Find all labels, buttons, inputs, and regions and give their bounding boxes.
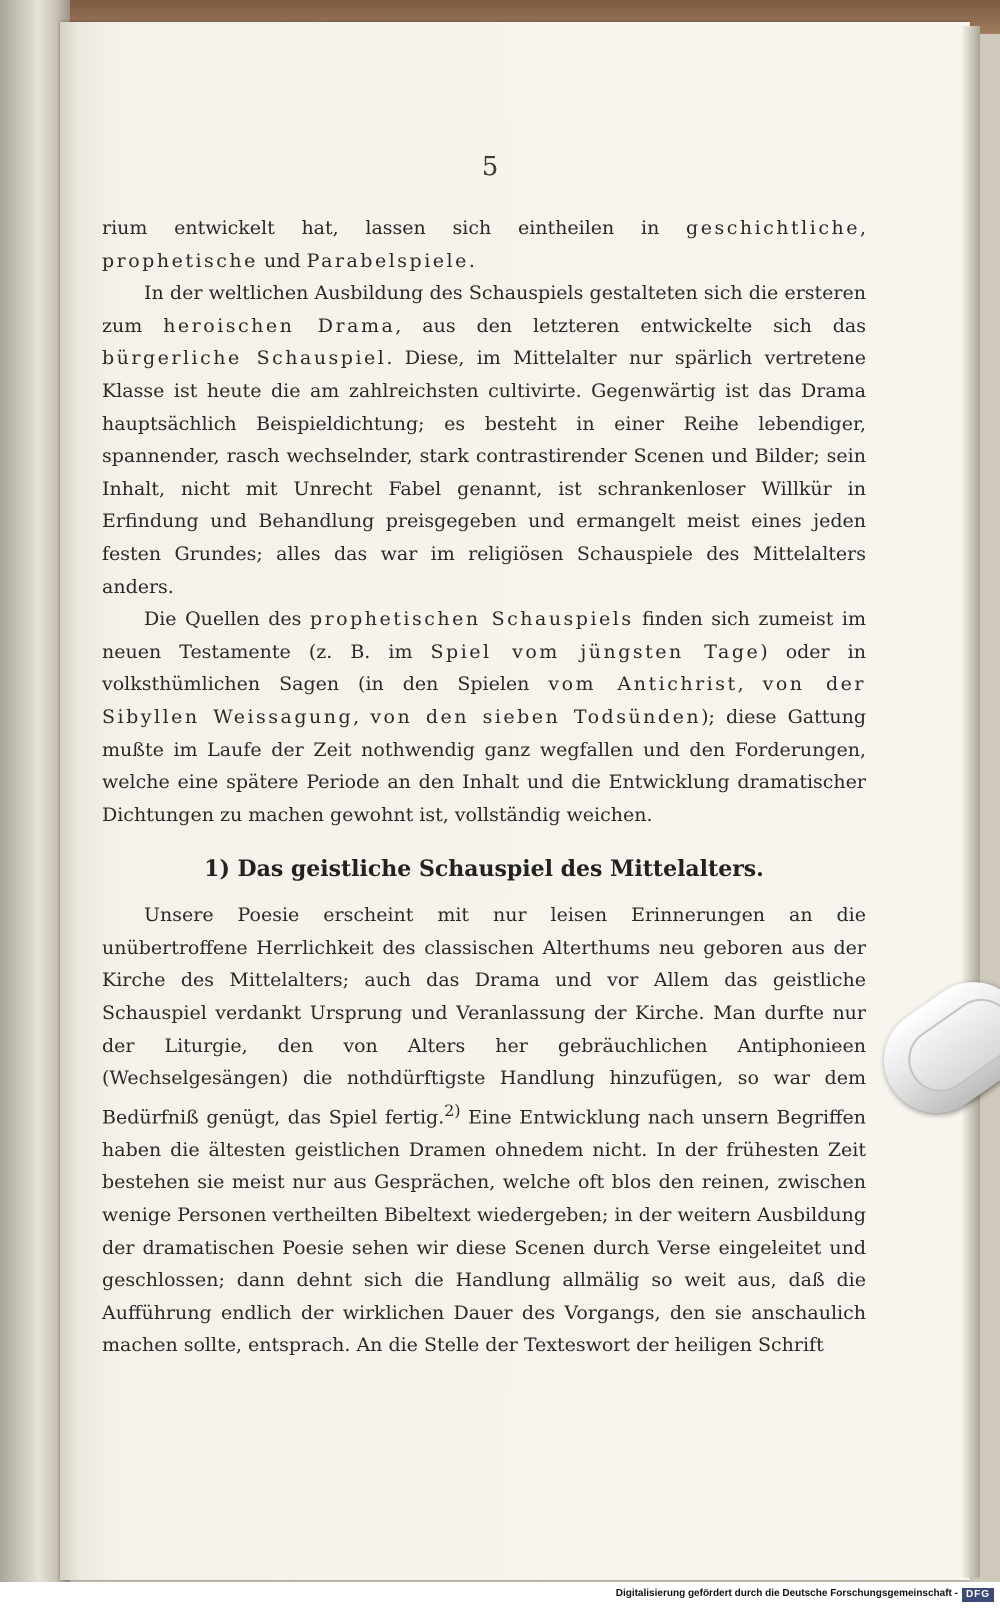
spaced-term: prophetischen Schauspiels: [309, 608, 634, 631]
spaced-term: von den sieben Todsünden: [370, 705, 702, 728]
spaced-term: bürgerliche Schauspiel: [102, 347, 387, 370]
text-run: Unsere Poesie erscheint mit nur leisen Erinnerungen an die unübertroffene Herrlichkeit des classischen Alterthums neu geboren aus der Kirche des Mittelalters; auch das Drama und vor Allem das geistliche Schauspiel verdankt Ursprung und Veranlassung der Kirche. Man durfte nur der Liturgie, den von Alters her gebräuchlichen Antiphonieen (Wechselgesängen) die nothdürftigste Handlung hinzufügen, so war dem Bedürfniß genügt, das Spiel fertig.: [102, 904, 866, 1129]
text-run: , aus den letzteren entwickelte sich das: [395, 314, 866, 337]
footnote-ref: 2): [444, 1100, 461, 1120]
spaced-term: Parabelspiele: [306, 249, 469, 272]
paragraph-4: [102, 899, 866, 1362]
section-heading: 1) Das geistliche Schauspiel des Mittelalters.: [204, 856, 764, 883]
paragraph-3: [102, 603, 866, 831]
text-run: und: [257, 249, 307, 272]
page-number: 5: [481, 152, 499, 182]
paragraph-1: [102, 212, 866, 277]
text-run: ,: [737, 673, 763, 696]
text-run: ,: [353, 705, 371, 728]
page-text: [102, 212, 866, 1362]
spaced-term: heroischen Drama: [163, 314, 396, 337]
spaced-term: Spiel vom jüngsten Tage: [430, 640, 761, 663]
text-run: ); diese Gattung mußte im Laufe der Zeit nothwendig ganz wegfallen und den Forderungen, welche eine spätere Periode an den Inhalt und die Entwicklung dramatischer Dichtungen zu machen gewohnt ist, vollständig weichen.: [102, 705, 866, 826]
text-run: In der weltlichen Ausbildung des Schauspiels gestalteten sich die ersteren zum: [102, 282, 866, 337]
text-run: Eine Entwicklung nach unsern Begriffen haben die ältesten geistlichen Dramen ohnedem nicht. In der frühesten Zeit bestehen sie meist nur aus Gesprächen, welche oft blos den reinen, zwischen wenige Personen vertheilten Bibeltext wiedergeben; in der weitern Ausbildung der dramatischen Poesie sehen wir diese Scenen durch Verse eingeleitet und geschlossen; dann dehnt sich die Handlung allmälig so weit aus, daß die Aufführung endlich der wirklichen Dauer des Vorgangs, den sie anschaulich machen sollte, entsprach. An die Stelle der Texteswort der heiligen Schrift: [102, 1106, 866, 1357]
text-run: ,: [859, 217, 866, 239]
text-run: finden sich zumeist im neuen Testamente (z. B. im: [102, 608, 866, 663]
text-run: ) oder in volksthümlichen Sagen (in den Spielen: [102, 640, 866, 696]
paragraph-2: [102, 277, 866, 603]
spaced-term: vom Antichrist: [548, 673, 738, 696]
spaced-term: von der Sibyllen Weissagung: [102, 673, 866, 728]
footer-bar: [0, 1582, 1000, 1608]
spaced-term: geschichtliche: [686, 217, 860, 239]
text-run: . Diese, im Mittelalter nur spärlich vertretene Klasse ist heute die am zahlreichsten cultivirte. Gegenwärtig ist das Drama hauptsächlich Beispieldichtung; es besteht in einer Reihe lebendiger, spannender, rasch wechselnder, stark contrastirender Scenen und Bilder; sein Inhalt, nicht mit Unrecht Fabel genannt, ist schrankenloser Willkür in Erfindung und Behandlung preisgegeben und ermangelt meist eines jeden festen Grundes; alles das war im religiösen Schauspiele des Mittelalters anders.: [102, 347, 866, 598]
footer-credit: Digitalisierung gefördert durch die Deutsche Forschungsgemeinschaft -: [615, 1588, 958, 1599]
text-run: rium entwickelt hat, lassen sich eintheilen in: [102, 217, 687, 239]
text-run: Die Quellen des: [144, 608, 310, 631]
dfg-logo: DFG: [962, 1588, 994, 1602]
page-edge-shadow: [962, 26, 980, 1578]
spaced-term: prophetische: [102, 249, 258, 272]
text-run: .: [468, 249, 475, 272]
